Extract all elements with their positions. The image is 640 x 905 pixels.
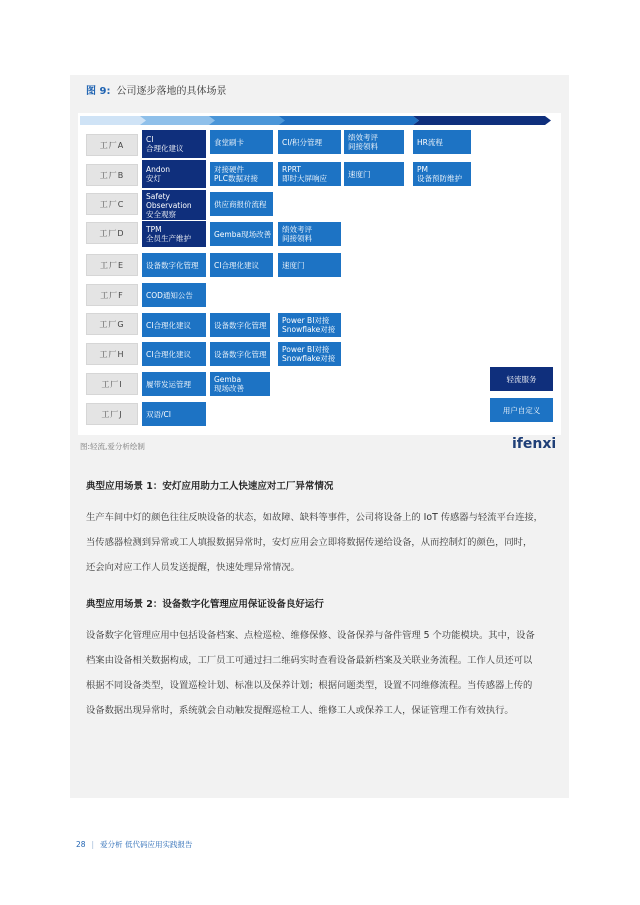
factory-label: 工厂D [86, 222, 138, 244]
scenario-cell: 食堂刷卡 [210, 130, 273, 154]
scenario-cell: HR流程 [413, 130, 471, 154]
figure-heading [86, 82, 226, 97]
scenario-cell: 速度门 [344, 162, 404, 186]
scenario-cell: 对接硬件 PLC数据对接 [210, 162, 273, 186]
factory-label: 工厂F [86, 284, 138, 306]
progression-arrow-5 [413, 116, 551, 125]
section2-body [86, 623, 556, 723]
factory-label: 工厂C [86, 193, 138, 215]
scenario-cell: Power BI对接 Snowflake对接 [278, 313, 341, 337]
paragraph-line: 生产车间中灯的颜色往往反映设备的状态，如故障、缺料等事件，公司将设备上的 IoT 传感器与轻流平台连接， [86, 512, 543, 523]
paragraph-line: 还会向对应工作人员发送提醒，快速处理异常情况。 [86, 562, 300, 573]
scenario-cell: 设备数字化管理 [142, 253, 206, 277]
factory-label: 工厂G [86, 313, 138, 335]
scenario-cell: 履带发运管理 [142, 372, 206, 396]
factory-label: 工厂B [86, 164, 138, 186]
scenario-cell: COD通知公告 [142, 283, 206, 307]
scenario-cell: Gemba 现场改善 [210, 372, 270, 396]
section1-body [86, 505, 556, 580]
factory-label: 工厂H [86, 343, 138, 365]
scenario-cell: CI合理化建议 [142, 313, 206, 337]
scenario-cell: Power BI对接 Snowflake对接 [278, 342, 341, 366]
factory-label: 工厂J [86, 403, 138, 425]
page-number: 28 [76, 840, 86, 849]
paragraph-line: 档案由设备相关数据构成，工厂员工可通过扫二维码实时查看设备最新档案及关联业务流程。工作人员还可以 [86, 655, 533, 666]
figure-number: 图 9: [86, 86, 111, 97]
section2-heading: 典型应用场景 2：设备数字化管理应用保证设备良好运行 [86, 599, 324, 610]
scenario-cell: CI 合理化建议 [142, 130, 206, 158]
section1-heading: 典型应用场景 1：安灯应用助力工人快速应对工厂异常情况 [86, 481, 334, 492]
scenario-cell: 供应商报价流程 [210, 192, 273, 216]
scenario-cell: Safety Observation 安全观察 [142, 190, 206, 220]
scenario-cell: 绩效考评 间接领料 [344, 130, 404, 154]
footer-separator: | [91, 840, 95, 849]
paragraph-line: 设备数字化管理应用中包括设备档案、点检巡检、维修保修、设备保养与备件管理 5 个功能模块。其中，设备 [86, 630, 535, 641]
scenario-cell: 设备数字化管理 [210, 342, 270, 366]
factory-label: 工厂A [86, 134, 138, 156]
scenario-cell: 双语/CI [142, 402, 206, 426]
legend-user-defined: 用户自定义 [490, 398, 553, 422]
scenario-cell: 设备数字化管理 [210, 313, 270, 337]
scenario-cell: CI/积分管理 [278, 130, 341, 154]
scenario-cell: 绩效考评 间接领料 [278, 222, 341, 246]
scenario-cell: Gemba现场改善 [210, 222, 273, 246]
scenario-cell: RPRT 即时大屏响应 [278, 162, 341, 186]
scenario-cell: TPM 全员生产维护 [142, 221, 206, 247]
progression-arrow-4 [279, 116, 419, 125]
paragraph-line: 根据不同设备类型，设置巡检计划、标准以及保养计划；根据问题类型，设置不同维修流程。当传感器上传的 [86, 680, 533, 691]
footer-title: 爱分析 低代码应用实践报告 [100, 840, 193, 849]
paragraph-line: 当传感器检测到异常或工人填报数据异常时，安灯应用会立即将数据传递给设备，从而控制灯的颜色，同时， [86, 537, 533, 548]
ifenxi-logo: ifenxi [512, 436, 557, 452]
paragraph-line: 设备数据出现异常时，系统就会自动触发提醒巡检工人、维修工人或保养工人，保证管理工作有效执行。 [86, 705, 514, 716]
scenario-cell: CI合理化建议 [210, 253, 273, 277]
factory-label: 工厂E [86, 254, 138, 276]
factory-label: 工厂I [86, 373, 138, 395]
figure-title: 公司逐步落地的具体场景 [116, 86, 227, 97]
scenario-cell: CI合理化建议 [142, 342, 206, 366]
scenario-cell: 速度门 [278, 253, 341, 277]
figure-caption: 图:轻流,爱分析绘制 [80, 442, 145, 451]
scenario-cell: Andon 安灯 [142, 160, 206, 188]
page-footer [76, 839, 192, 850]
scenario-cell: PM 设备预防维护 [413, 162, 471, 186]
legend-qingflow-service: 轻流服务 [490, 367, 553, 391]
